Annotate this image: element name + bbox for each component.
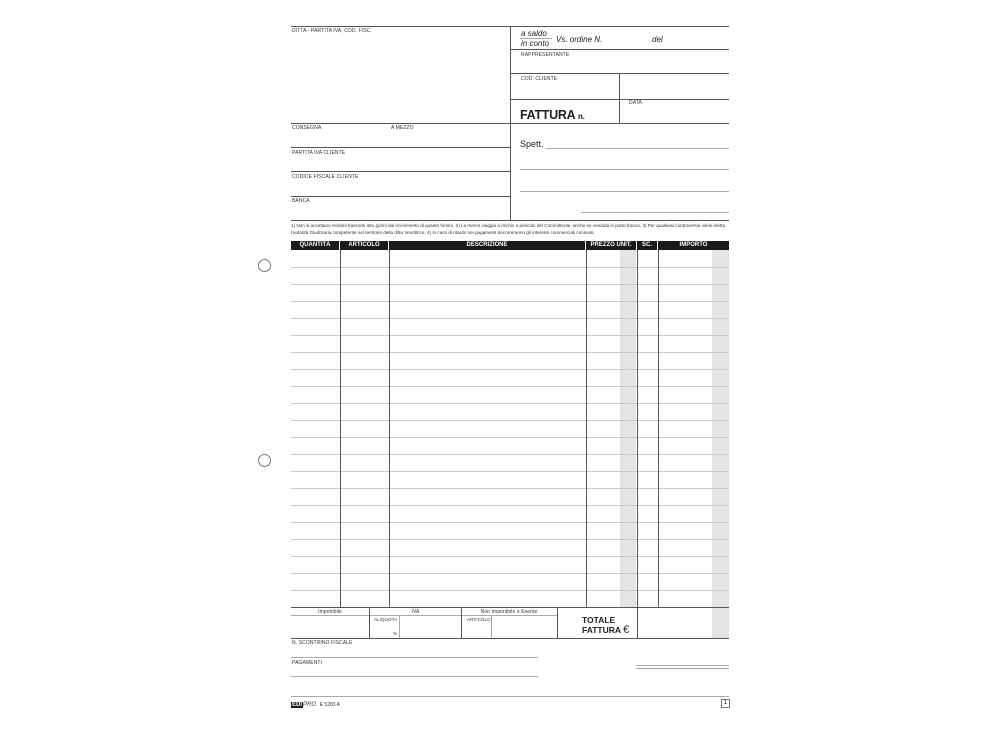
fattura-footer-word: FATTURA: [582, 625, 621, 635]
table-row: [291, 352, 729, 353]
cod-cliente-divider: [619, 73, 620, 123]
fattura-footer-line: [582, 625, 629, 635]
consegna-label: CONSEGNA: [292, 125, 322, 131]
brand-pro: PRO: [303, 702, 317, 708]
pagamenti-line: [291, 676, 538, 677]
spett-label: Spett.: [520, 139, 544, 149]
spett-line-2: [520, 169, 729, 170]
pagamenti-label: PAGAMENTI: [292, 660, 322, 666]
th-importo: IMPORTO: [679, 242, 708, 248]
totale-sep: [637, 607, 638, 638]
table-row: [291, 522, 729, 523]
banca-label: BANCA: [292, 198, 310, 204]
spett-line-3: [520, 191, 729, 192]
th-prezzo-unit: PREZZO UNIT.: [590, 242, 632, 248]
table-row: [291, 318, 729, 319]
table-row: [291, 335, 729, 336]
th-articolo: ARTICOLO: [348, 242, 380, 248]
page-bottom-line: [291, 696, 729, 697]
table-row: [291, 386, 729, 387]
imponibile-label: Imponibile: [318, 609, 342, 615]
articolo-footer-label: ARTICOLO: [467, 617, 491, 622]
totals-sep-1: [369, 607, 370, 638]
table-bottom-line: [291, 607, 729, 608]
in-conto-label: in conto: [521, 39, 550, 48]
totals-sep-iva: [399, 615, 400, 638]
spett-line-4: [581, 212, 729, 213]
col-sep-4: [637, 250, 638, 607]
ordine-line: [510, 49, 729, 50]
spett-line-1: [546, 148, 729, 149]
totals-sep-2: [461, 607, 462, 638]
totals-sep-art: [491, 615, 492, 638]
totals-bottom-line: [291, 638, 729, 639]
table-row: [291, 488, 729, 489]
scontrino-line: [291, 657, 538, 658]
table-row: [291, 437, 729, 438]
a-saldo-label: a saldo: [521, 29, 547, 38]
col-sep-2: [389, 250, 390, 607]
non-imponibile-label: Non Imponibile o Esente: [480, 609, 538, 615]
fattura-title: [520, 108, 585, 122]
table-row: [291, 301, 729, 302]
table-row: [291, 403, 729, 404]
totale-decimal-shade: [712, 608, 729, 638]
totale-word: TOTALE: [582, 615, 616, 625]
data-label: DATA: [629, 100, 642, 106]
table-row: [291, 471, 729, 472]
fattura-n: n.: [578, 112, 585, 121]
totals-header-line: [291, 615, 557, 616]
prezzo-decimal-shade: [620, 250, 636, 607]
sign-line-2: [636, 668, 729, 669]
percent-label: %: [393, 631, 398, 636]
brand-logo: [291, 702, 340, 708]
scontrino-label: N. SCONTRINO FISCALE: [292, 640, 353, 646]
sign-line-1: [636, 665, 729, 666]
brand-edi: EDI: [292, 702, 303, 708]
partita-iva-line: [291, 171, 510, 172]
table-row: [291, 556, 729, 557]
vs-ordine-label: Vs. ordine N.: [556, 35, 603, 44]
cod-cliente-line: [510, 99, 729, 100]
table-row: [291, 454, 729, 455]
ditta-label: DITTA - PARTITA IVA, COD. FISC.: [292, 28, 372, 34]
table-row: [291, 590, 729, 591]
table-row: [291, 420, 729, 421]
table-row: [291, 505, 729, 506]
col-sep-1: [340, 250, 341, 607]
euro-icon: €: [623, 624, 630, 636]
table-row: [291, 573, 729, 574]
codice-fiscale-line: [291, 196, 510, 197]
col-sep-5: [658, 250, 659, 607]
totale-fattura-label: [582, 615, 629, 635]
brand-code: E 5283 A: [319, 702, 340, 708]
del-label: del: [652, 35, 663, 44]
page-number: 1: [721, 699, 730, 708]
importo-decimal-shade: [712, 250, 729, 607]
a-mezzo-label: A MEZZO: [391, 125, 414, 131]
punch-hole-bottom: [258, 454, 271, 467]
iva-label: IVA: [411, 609, 420, 615]
codice-fiscale-label: CODICE FISCALE CLIENTE: [292, 174, 359, 180]
table-row: [291, 284, 729, 285]
rappresentante-label: RAPPRESENTANTE: [521, 52, 570, 58]
totals-sep-3: [557, 607, 558, 638]
fattura-line: [291, 123, 729, 124]
aliquota-label: ALIQUOTA: [374, 617, 398, 622]
th-quantita: QUANTITÀ: [299, 242, 331, 248]
partita-iva-cliente-label: PARTITA IVA CLIENTE: [292, 150, 346, 156]
cod-cliente-label: COD. CLIENTE: [521, 76, 558, 82]
col-sep-3: [586, 250, 587, 607]
table-row: [291, 267, 729, 268]
table-row: [291, 539, 729, 540]
consegna-line: [291, 147, 510, 148]
fattura-word: FATTURA: [520, 108, 575, 122]
terms-text: 1) Non si accettano reclami trascorsi otto giorni dal ricevimento di quanto fornito. 2) La merce viaggia a rischio e pericolo del Committente, anche se venduta in porto franco. 3) Per qualsiasi controversia viene eletta l'autorità Giudiziaria competente nel territorio della ditta Venditrice. 4) In caso di ritardo nei pagamenti decorreranno gli interessi commerciali consueti.: [291, 223, 726, 236]
header-bottom-line: [291, 220, 729, 221]
th-descrizione: DESCRIZIONE: [466, 242, 508, 248]
punch-hole-top: [258, 259, 271, 272]
th-sc: SC.: [641, 242, 652, 248]
table-row: [291, 369, 729, 370]
